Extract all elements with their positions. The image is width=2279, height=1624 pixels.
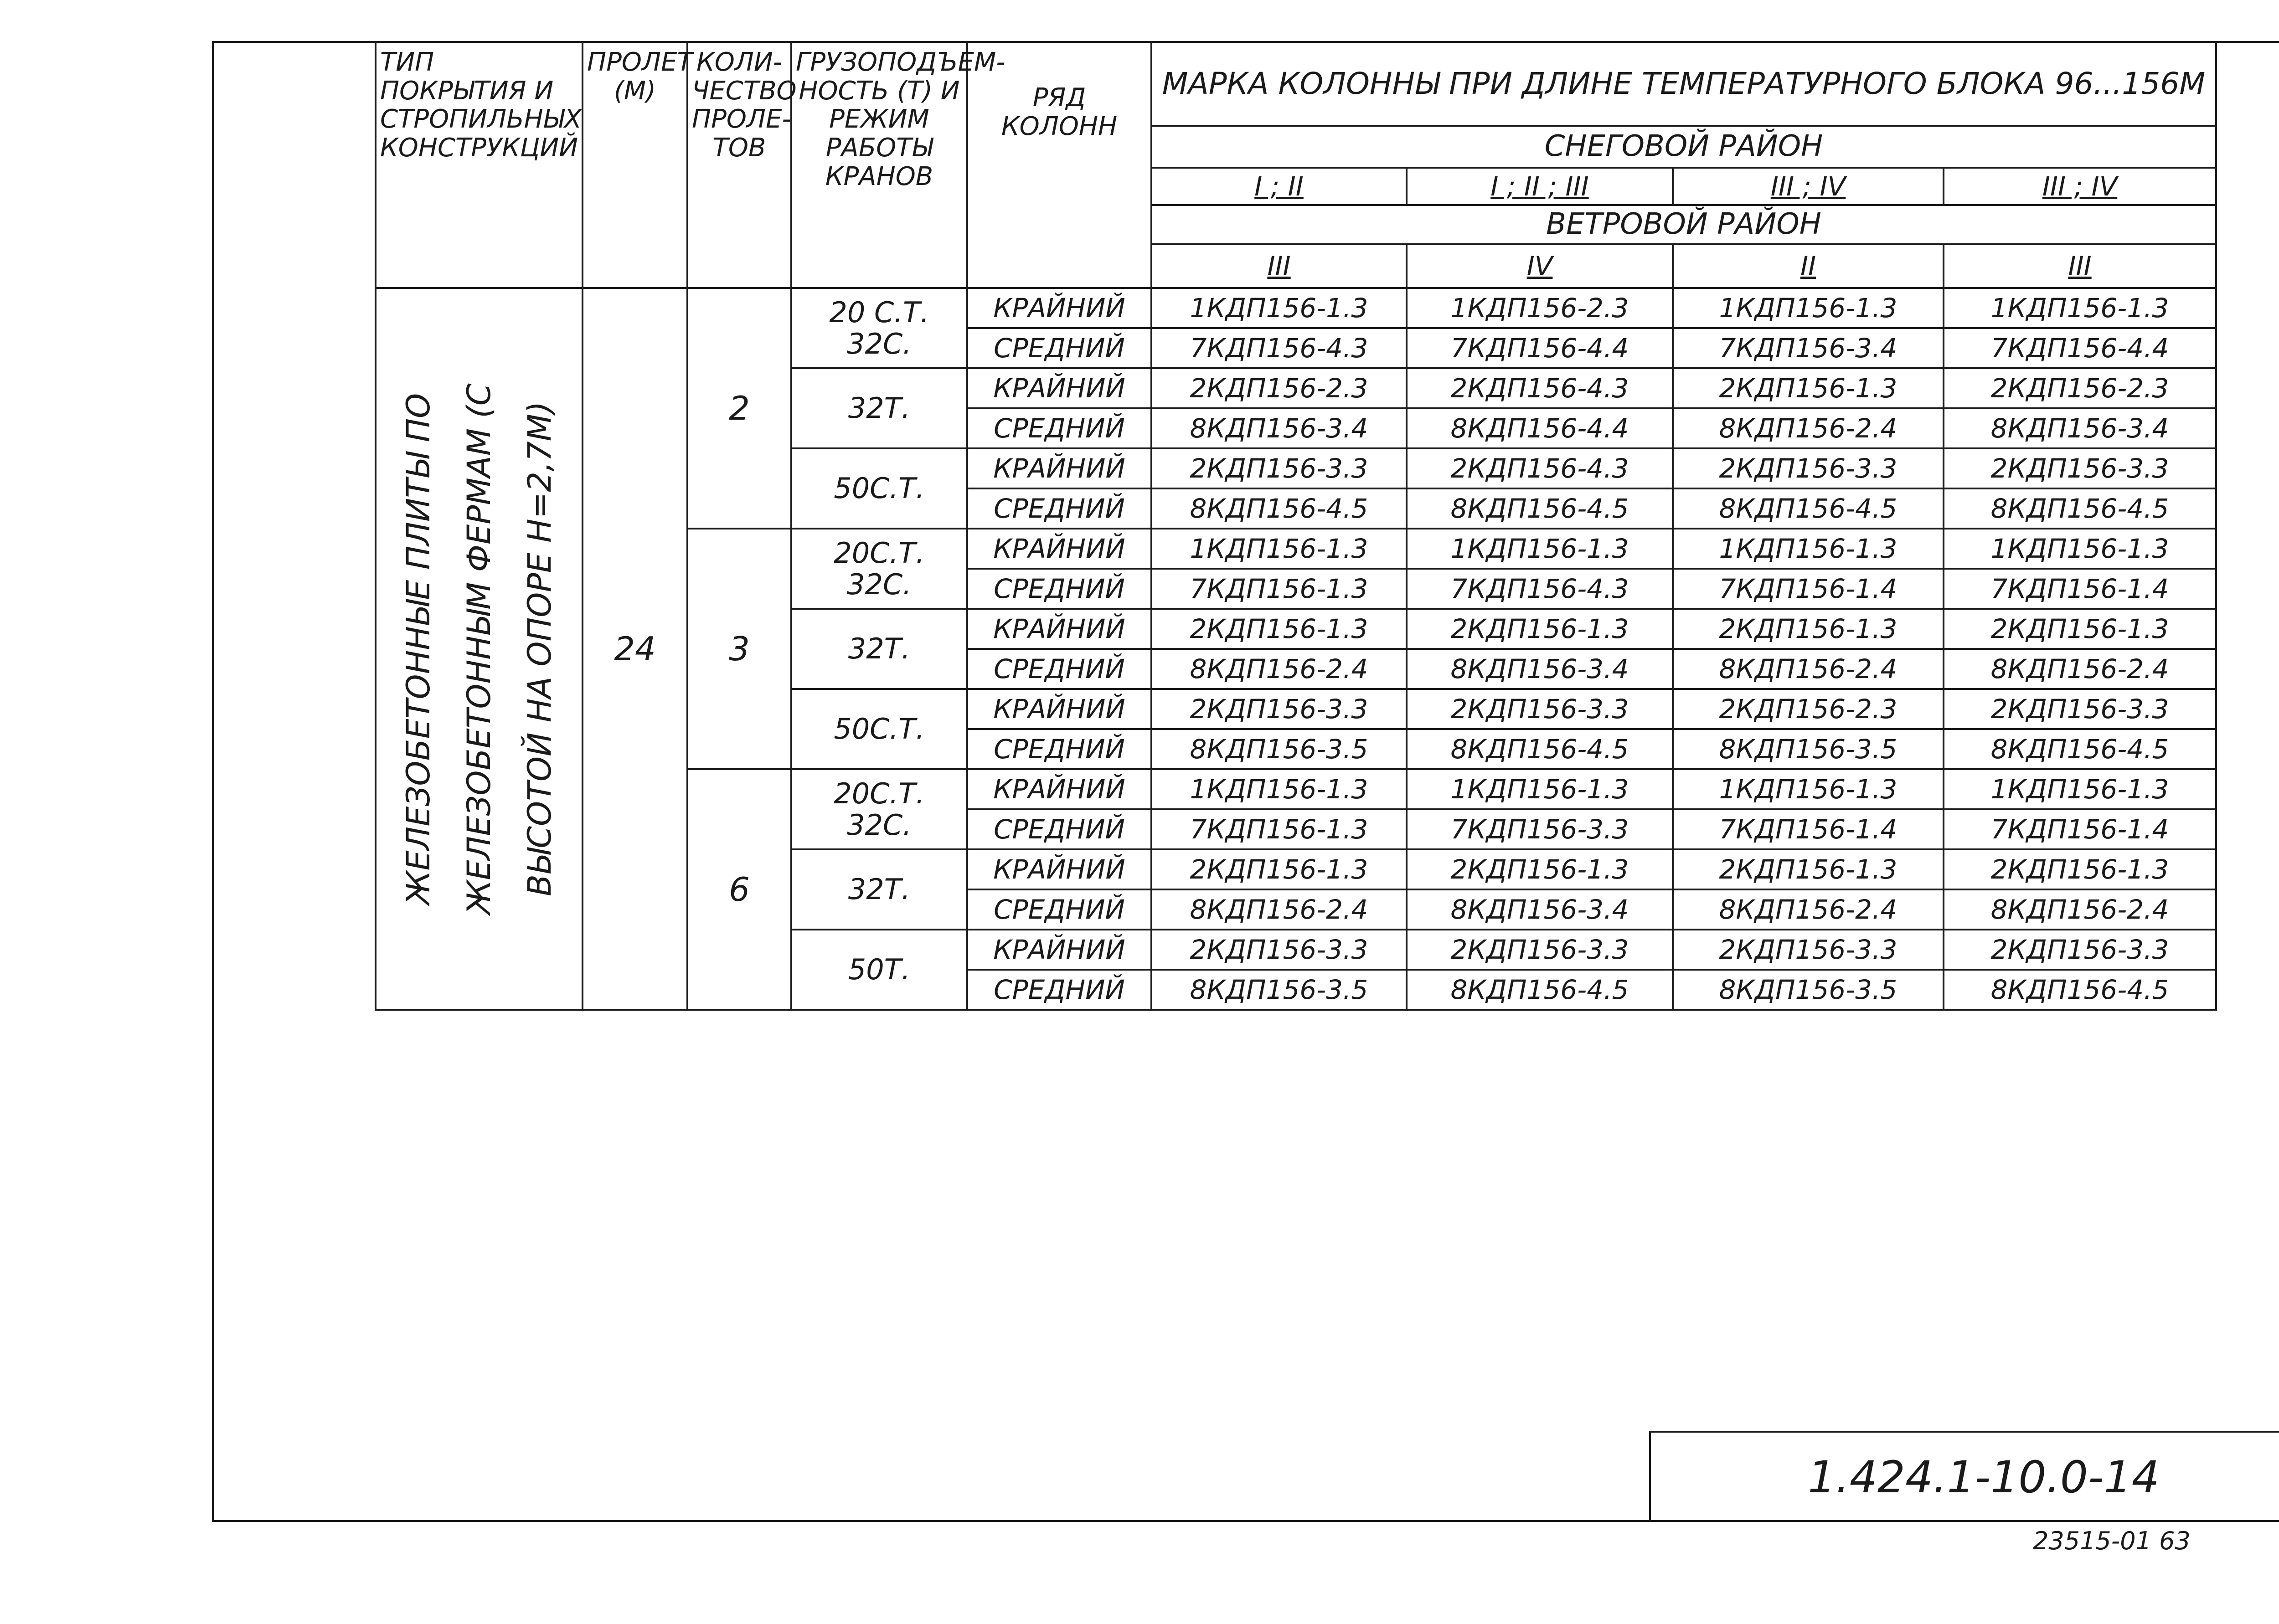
column-mark-code: 1КДП156-1.3 bbox=[1151, 769, 1407, 809]
column-row-label: КРАЙНИЙ bbox=[967, 288, 1151, 328]
column-mark-code: 7КДП156-1.4 bbox=[1673, 809, 1944, 849]
column-mark-code: 1КДП156-2.3 bbox=[1407, 288, 1673, 328]
column-mark-code: 8КДП156-3.4 bbox=[1407, 649, 1673, 689]
column-mark-code: 8КДП156-4.5 bbox=[1944, 970, 2216, 1010]
column-mark-code: 2КДП156-1.3 bbox=[1407, 609, 1673, 649]
column-mark-code: 8КДП156-2.4 bbox=[1673, 408, 1944, 448]
column-mark-code: 2КДП156-1.3 bbox=[1673, 609, 1944, 649]
wind-col-3: II bbox=[1673, 244, 1944, 288]
column-mark-code: 7КДП156-1.3 bbox=[1151, 809, 1407, 849]
span-count-value: 2 bbox=[687, 288, 791, 529]
crane-capacity bbox=[791, 368, 967, 448]
column-mark-code: 8КДП156-2.4 bbox=[1151, 649, 1407, 689]
column-row-label: СРЕДНИЙ bbox=[967, 729, 1151, 769]
wind-col-4: III bbox=[1944, 244, 2216, 288]
header-span-count: КОЛИ-ЧЕСТВО ПРОЛЕ-ТОВ bbox=[687, 42, 791, 288]
span-count-value: 3 bbox=[687, 529, 791, 769]
column-mark-code: 8КДП156-4.5 bbox=[1407, 970, 1673, 1010]
column-mark-code: 8КДП156-4.5 bbox=[1944, 488, 2216, 529]
crane-capacity bbox=[791, 609, 967, 689]
column-row-label: КРАЙНИЙ bbox=[967, 930, 1151, 970]
crane-label-line: 50Т. bbox=[848, 953, 911, 987]
column-mark-code: 8КДП156-3.5 bbox=[1151, 729, 1407, 769]
column-mark-code: 2КДП156-3.3 bbox=[1407, 930, 1673, 970]
wind-col-2: IV bbox=[1407, 244, 1673, 288]
column-mark-code: 8КДП156-4.5 bbox=[1407, 729, 1673, 769]
column-mark-code: 2КДП156-3.3 bbox=[1944, 689, 2216, 729]
column-mark-code: 1КДП156-1.3 bbox=[1151, 529, 1407, 569]
column-row-label: КРАЙНИЙ bbox=[967, 609, 1151, 649]
snow-col-4: III ; IV bbox=[1944, 168, 2216, 205]
crane-label-line: 20С.Т. bbox=[834, 776, 925, 810]
column-mark-code: 2КДП156-1.3 bbox=[1151, 849, 1407, 889]
column-mark-code: 7КДП156-1.3 bbox=[1151, 569, 1407, 609]
column-mark-code: 2КДП156-3.3 bbox=[1673, 930, 1944, 970]
title-block bbox=[1649, 1431, 2279, 1522]
column-mark-code: 8КДП156-4.5 bbox=[1151, 488, 1407, 529]
column-mark-code: 1КДП156-1.3 bbox=[1407, 769, 1673, 809]
column-mark-code: 1КДП156-1.3 bbox=[1407, 529, 1673, 569]
column-mark-code: 2КДП156-3.3 bbox=[1151, 930, 1407, 970]
column-row-label: СРЕДНИЙ bbox=[967, 970, 1151, 1010]
column-row-label: СРЕДНИЙ bbox=[967, 569, 1151, 609]
column-row-label: КРАЙНИЙ bbox=[967, 849, 1151, 889]
column-mark-code: 8КДП156-4.5 bbox=[1673, 488, 1944, 529]
table-row bbox=[376, 288, 2216, 328]
column-mark-code: 2КДП156-2.3 bbox=[1944, 368, 2216, 408]
column-mark-code: 8КДП156-3.5 bbox=[1151, 970, 1407, 1010]
column-row-label: КРАЙНИЙ bbox=[967, 769, 1151, 809]
column-row-label: СРЕДНИЙ bbox=[967, 488, 1151, 529]
crane-label-line: 32Т. bbox=[848, 873, 911, 906]
column-mark-code: 2КДП156-3.3 bbox=[1407, 689, 1673, 729]
column-mark-code: 2КДП156-2.3 bbox=[1151, 368, 1407, 408]
column-mark-code: 7КДП156-3.3 bbox=[1407, 809, 1673, 849]
column-mark-code: 8КДП156-2.4 bbox=[1673, 889, 1944, 930]
header-column-row: РЯД КОЛОНН bbox=[967, 42, 1151, 288]
crane-capacity bbox=[791, 769, 967, 849]
crane-capacity bbox=[791, 448, 967, 529]
column-mark-code: 7КДП156-1.4 bbox=[1944, 569, 2216, 609]
column-mark-code: 2КДП156-3.3 bbox=[1151, 448, 1407, 488]
column-mark-code: 8КДП156-3.5 bbox=[1673, 970, 1944, 1010]
column-mark-code: 1КДП156-1.3 bbox=[1673, 288, 1944, 328]
column-mark-code: 2КДП156-2.3 bbox=[1673, 689, 1944, 729]
header-snow-region: СНЕГОВОЙ РАЙОН bbox=[1151, 126, 2216, 168]
column-row-label: СРЕДНИЙ bbox=[967, 328, 1151, 368]
column-row-label: СРЕДНИЙ bbox=[967, 408, 1151, 448]
column-marks-table bbox=[375, 41, 2217, 1011]
crane-label-line: 32С. bbox=[847, 568, 912, 601]
column-mark-code: 7КДП156-4.3 bbox=[1151, 328, 1407, 368]
column-mark-code: 2КДП156-3.3 bbox=[1944, 448, 2216, 488]
column-mark-code: 8КДП156-2.4 bbox=[1944, 889, 2216, 930]
column-mark-code: 2КДП156-3.3 bbox=[1673, 448, 1944, 488]
column-mark-code: 8КДП156-3.4 bbox=[1407, 889, 1673, 930]
column-mark-code: 2КДП156-3.3 bbox=[1151, 689, 1407, 729]
crane-label-line: 20 С.Т. bbox=[829, 295, 929, 329]
crane-label-line: 50С.Т. bbox=[834, 472, 925, 505]
crane-label-line: 32Т. bbox=[848, 632, 911, 666]
crane-capacity bbox=[791, 288, 967, 368]
crane-capacity bbox=[791, 849, 967, 930]
column-mark-code: 8КДП156-3.5 bbox=[1673, 729, 1944, 769]
column-row-label: КРАЙНИЙ bbox=[967, 689, 1151, 729]
column-mark-code: 8КДП156-4.4 bbox=[1407, 408, 1673, 448]
crane-capacity bbox=[791, 930, 967, 1010]
span-count-value: 6 bbox=[687, 769, 791, 1010]
column-row-label: КРАЙНИЙ bbox=[967, 529, 1151, 569]
column-row-label: СРЕДНИЙ bbox=[967, 649, 1151, 689]
column-mark-code: 7КДП156-1.4 bbox=[1944, 809, 2216, 849]
column-mark-code: 2КДП156-1.3 bbox=[1151, 609, 1407, 649]
column-mark-code: 7КДП156-4.3 bbox=[1407, 569, 1673, 609]
column-mark-code: 7КДП156-4.4 bbox=[1944, 328, 2216, 368]
column-mark-code: 1КДП156-1.3 bbox=[1944, 529, 2216, 569]
table-title: МАРКА КОЛОННЫ ПРИ ДЛИНЕ ТЕМПЕРАТУРНОГО БЛОКА 96...156М bbox=[1151, 42, 2216, 126]
column-mark-code: 2КДП156-1.3 bbox=[1407, 849, 1673, 889]
column-mark-code: 8КДП156-3.4 bbox=[1944, 408, 2216, 448]
crane-label-line: 20С.Т. bbox=[834, 536, 925, 570]
column-mark-code: 2КДП156-1.3 bbox=[1944, 849, 2216, 889]
column-mark-code: 1КДП156-1.3 bbox=[1673, 529, 1944, 569]
cover-type-cell bbox=[376, 288, 583, 1010]
column-mark-code: 8КДП156-2.4 bbox=[1151, 889, 1407, 930]
column-mark-code: 8КДП156-2.4 bbox=[1673, 649, 1944, 689]
column-mark-code: 2КДП156-1.3 bbox=[1673, 368, 1944, 408]
column-mark-code: 2КДП156-4.3 bbox=[1407, 368, 1673, 408]
column-row-label: СРЕДНИЙ bbox=[967, 889, 1151, 930]
snow-col-2: I ; II ; III bbox=[1407, 168, 1673, 205]
column-mark-code: 2КДП156-3.3 bbox=[1944, 930, 2216, 970]
column-row-label: КРАЙНИЙ bbox=[967, 448, 1151, 488]
column-mark-code: 8КДП156-4.5 bbox=[1407, 488, 1673, 529]
crane-label-line: 32Т. bbox=[848, 391, 911, 425]
snow-col-1: I ; II bbox=[1151, 168, 1407, 205]
column-mark-code: 8КДП156-2.4 bbox=[1944, 649, 2216, 689]
column-mark-code: 2КДП156-1.3 bbox=[1944, 609, 2216, 649]
column-mark-code: 1КДП156-1.3 bbox=[1944, 288, 2216, 328]
wind-col-1: III bbox=[1151, 244, 1407, 288]
header-span: ПРОЛЕТ (М) bbox=[583, 42, 687, 288]
crane-capacity bbox=[791, 689, 967, 769]
column-mark-code: 7КДП156-1.4 bbox=[1673, 569, 1944, 609]
crane-label-line: 32С. bbox=[847, 808, 912, 842]
column-mark-code: 8КДП156-4.5 bbox=[1944, 729, 2216, 769]
column-mark-code: 8КДП156-3.4 bbox=[1151, 408, 1407, 448]
column-row-label: СРЕДНИЙ bbox=[967, 809, 1151, 849]
header-wind-region: ВЕТРОВОЙ РАЙОН bbox=[1151, 205, 2216, 244]
archive-number: 23515-01 63 bbox=[2033, 1526, 2191, 1555]
column-row-label: КРАЙНИЙ bbox=[967, 368, 1151, 408]
crane-label-line: 50С.Т. bbox=[834, 712, 925, 746]
column-mark-code: 1КДП156-1.3 bbox=[1151, 288, 1407, 328]
snow-col-3: III ; IV bbox=[1673, 168, 1944, 205]
column-mark-code: 2КДП156-1.3 bbox=[1673, 849, 1944, 889]
document-code: 1.424.1-10.0-14 bbox=[1808, 1452, 2160, 1503]
crane-label-line: 32С. bbox=[847, 327, 912, 360]
column-mark-code: 7КДП156-3.4 bbox=[1673, 328, 1944, 368]
column-mark-code: 2КДП156-4.3 bbox=[1407, 448, 1673, 488]
column-mark-code: 1КДП156-1.3 bbox=[1673, 769, 1944, 809]
header-crane-capacity: ГРУЗОПОДЪЕМ-НОСТЬ (Т) И РЕЖИМ РАБОТЫ КРАНОВ bbox=[791, 42, 967, 288]
cover-type-text: ЖЕЛЕЗОБЕТОННЫЕ ПЛИТЫ ПО ЖЕЛЕЗОБЕТОННЫМ ФЕРМАМ (С ВЫСОТОЙ НА ОПОРЕ H=2,7М) bbox=[399, 383, 558, 915]
column-mark-code: 7КДП156-4.4 bbox=[1407, 328, 1673, 368]
header-cover-type: ТИП ПОКРЫТИЯ И СТРОПИЛЬНЫХ КОНСТРУКЦИЙ bbox=[376, 42, 583, 288]
column-mark-code: 1КДП156-1.3 bbox=[1944, 769, 2216, 809]
crane-capacity bbox=[791, 529, 967, 609]
span-value: 24 bbox=[583, 288, 687, 1010]
